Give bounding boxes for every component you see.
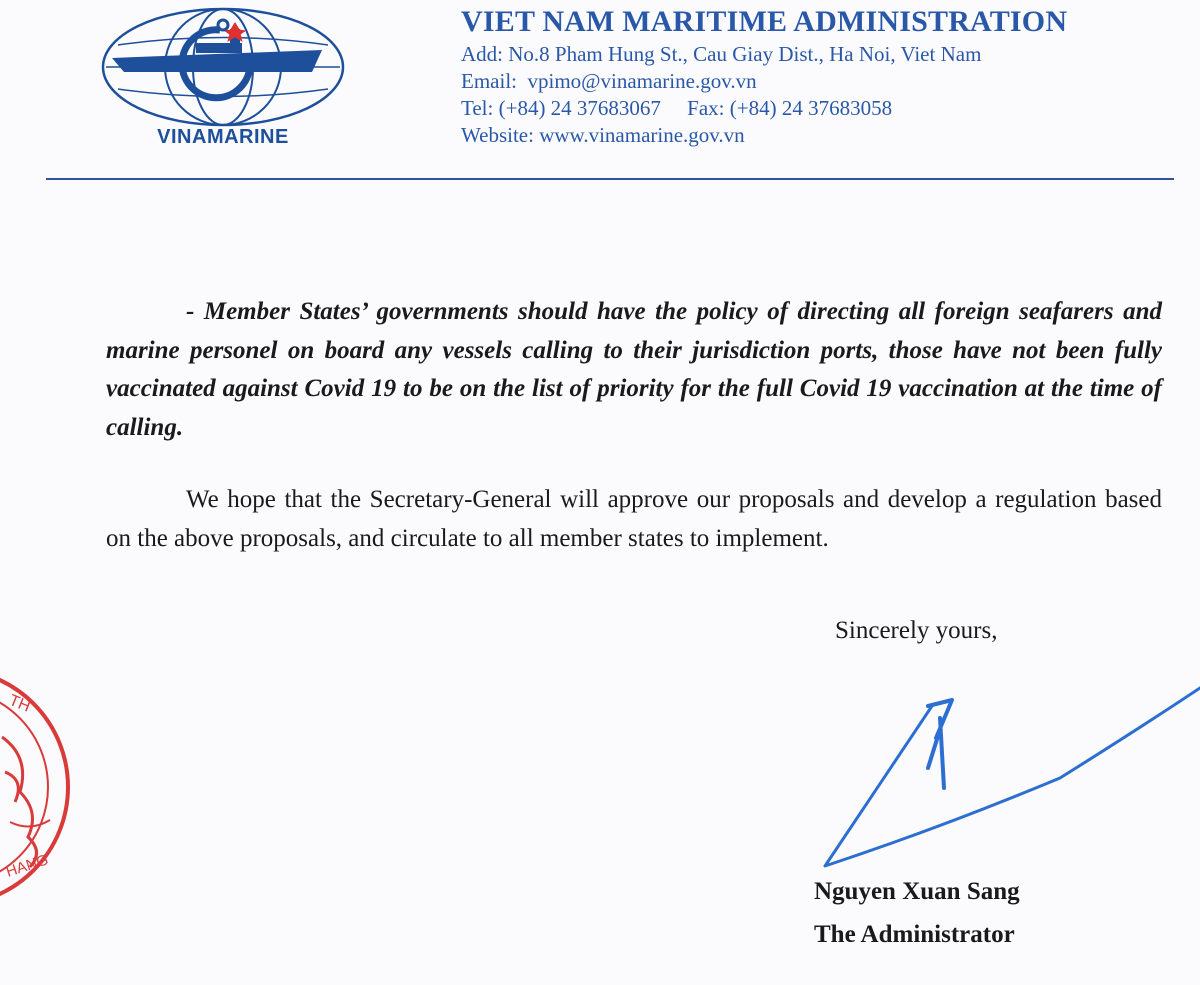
signer-name: Nguyen Xuan Sang xyxy=(814,878,1020,905)
letterhead-info xyxy=(461,3,1067,149)
email-line: Email: vpimo@vinamarine.gov.vn xyxy=(461,69,757,93)
vinamarine-logo xyxy=(100,5,346,155)
proposal-text: - Member States’ governments should have the policy of directing all foreign seafarers and marine personel on board any vessels calling to their jurisdiction ports, those have not been fully vaccinated against Covid 19 to be on the list of priority for the full Covid 19 vaccination at the time of calling. xyxy=(106,298,1162,441)
tel-fax-line: Tel: (+84) 24 37683067 Fax: (+84) 24 37683058 xyxy=(461,96,893,120)
signer-block xyxy=(814,870,1020,956)
logo-globe-icon xyxy=(100,5,346,130)
logo-text: VINAMARINE xyxy=(157,126,289,148)
proposal-paragraph xyxy=(106,293,1162,447)
request-text: We hope that the Secretary-General will approve our proposals and develop a regulation based on the above proposals, and circulate to all member states to implement. xyxy=(106,486,1162,552)
address-line: Add: No.8 Pham Hung St., Cau Giay Dist., Ha Noi, Viet Nam xyxy=(461,42,982,66)
request-paragraph xyxy=(106,481,1162,558)
svg-text:HANG: HANG xyxy=(3,851,51,881)
header-divider xyxy=(46,178,1174,180)
organization-name: VIET NAM MARITIME ADMINISTRATION xyxy=(461,5,1068,38)
website-line: Website: www.vinamarine.gov.vn xyxy=(461,123,745,147)
handwritten-signature xyxy=(820,678,1200,878)
closing-line: Sincerely yours, xyxy=(835,617,998,644)
signer-title: The Administrator xyxy=(814,921,1015,948)
official-seal-stamp xyxy=(0,662,120,922)
svg-text:TH: TH xyxy=(6,691,33,716)
